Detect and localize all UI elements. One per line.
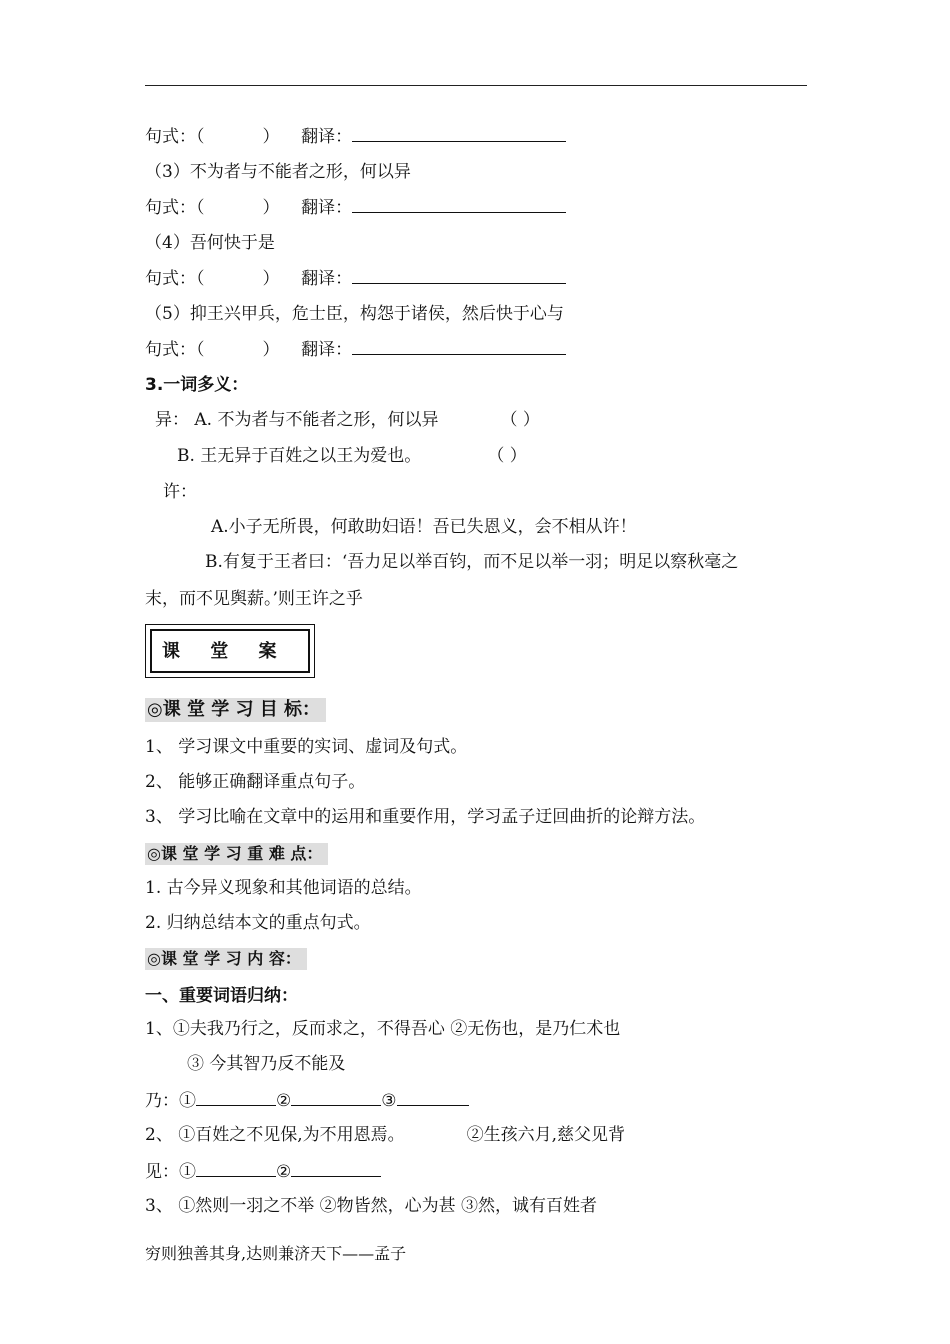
translation-blank[interactable]	[352, 125, 566, 142]
answer-blank[interactable]	[196, 1089, 276, 1106]
content-item-3: 3、 ①然则一羽之不举 ②物皆然，心为甚 ③然，诚有百姓者	[145, 1196, 598, 1216]
answer-blank[interactable]	[291, 1160, 381, 1177]
answer-blank[interactable]	[291, 1089, 381, 1106]
goal-item: 3、 学习比喻在文章中的运用和重要作用，学习孟子迂回曲折的论辩方法。	[145, 807, 706, 827]
jian-blanks: 见：① ②	[145, 1160, 381, 1183]
pattern-line: 句式：（ ） 翻译：	[145, 196, 566, 219]
content-header: ◎课 堂 学 习 内 容：	[145, 948, 307, 970]
polysemy-yi-b: B. 王无异于百姓之以王为爱也。 （ ）	[177, 446, 527, 466]
polysemy-xu-label: 许：	[163, 482, 197, 502]
header-rule	[145, 85, 807, 86]
translation-blank[interactable]	[352, 196, 566, 213]
translation-blank[interactable]	[352, 267, 566, 284]
classroom-box-title: 课 堂 案	[150, 629, 310, 673]
translation-blank[interactable]	[352, 338, 566, 355]
polysemy-title: 3.一词多义：	[145, 375, 249, 395]
content-item-1: 1、①夫我乃行之，反而求之，不得吾心 ②无伤也，是乃仁术也	[145, 1019, 621, 1039]
difficulty-item: 2. 归纳总结本文的重点句式。	[145, 913, 371, 933]
goals-header: ◎课 堂 学 习 目 标：	[145, 698, 326, 722]
classroom-box	[145, 624, 315, 678]
nai-blanks: 乃：① ② ③	[145, 1089, 469, 1112]
polysemy-yi-a: 异： A. 不为者与不能者之形，何以异 （ ）	[155, 410, 540, 430]
difficulty-item: 1. 古今异义现象和其他词语的总结。	[145, 878, 422, 898]
answer-blank[interactable]	[196, 1160, 276, 1177]
polysemy-xu-b: B.有复于王者曰：‘吾力足以举百钧，而不足以举一羽；明足以察秋毫之	[205, 552, 739, 572]
question-3: （3）不为者与不能者之形，何以异	[145, 162, 411, 182]
answer-blank[interactable]	[397, 1089, 469, 1106]
question-5: （5）抑王兴甲兵，危士臣，构怨于诸侯，然后快于心与	[145, 304, 564, 324]
section-title: 一、重要词语归纳：	[145, 986, 298, 1006]
footer-quote: 穷则独善其身,达则兼济天下——孟子	[145, 1244, 407, 1263]
content-item-2: 2、 ①百姓之不见保,为不用恩焉。 ②生孩六月,慈父见背	[145, 1125, 626, 1145]
content-item-1-cont: ③ 今其智乃反不能及	[187, 1054, 346, 1074]
pattern-line: 句式：（ ） 翻译：	[145, 338, 566, 361]
difficulties-header: ◎课 堂 学 习 重 难 点：	[145, 843, 328, 865]
question-4: （4）吾何快于是	[145, 233, 275, 253]
pattern-line: 句式：（ ） 翻译：	[145, 267, 566, 290]
pattern-line: 句式：（ ） 翻译：	[145, 125, 566, 148]
goal-item: 1、 学习课文中重要的实词、虚词及句式。	[145, 737, 468, 757]
goal-item: 2、 能够正确翻译重点句子。	[145, 772, 366, 792]
polysemy-xu-b-cont: 末，而不见舆薪。’则王许之乎	[145, 589, 363, 609]
polysemy-xu-a: A.小子无所畏，何敢助妇语！吾已失恩义，会不相从许！	[211, 517, 637, 537]
